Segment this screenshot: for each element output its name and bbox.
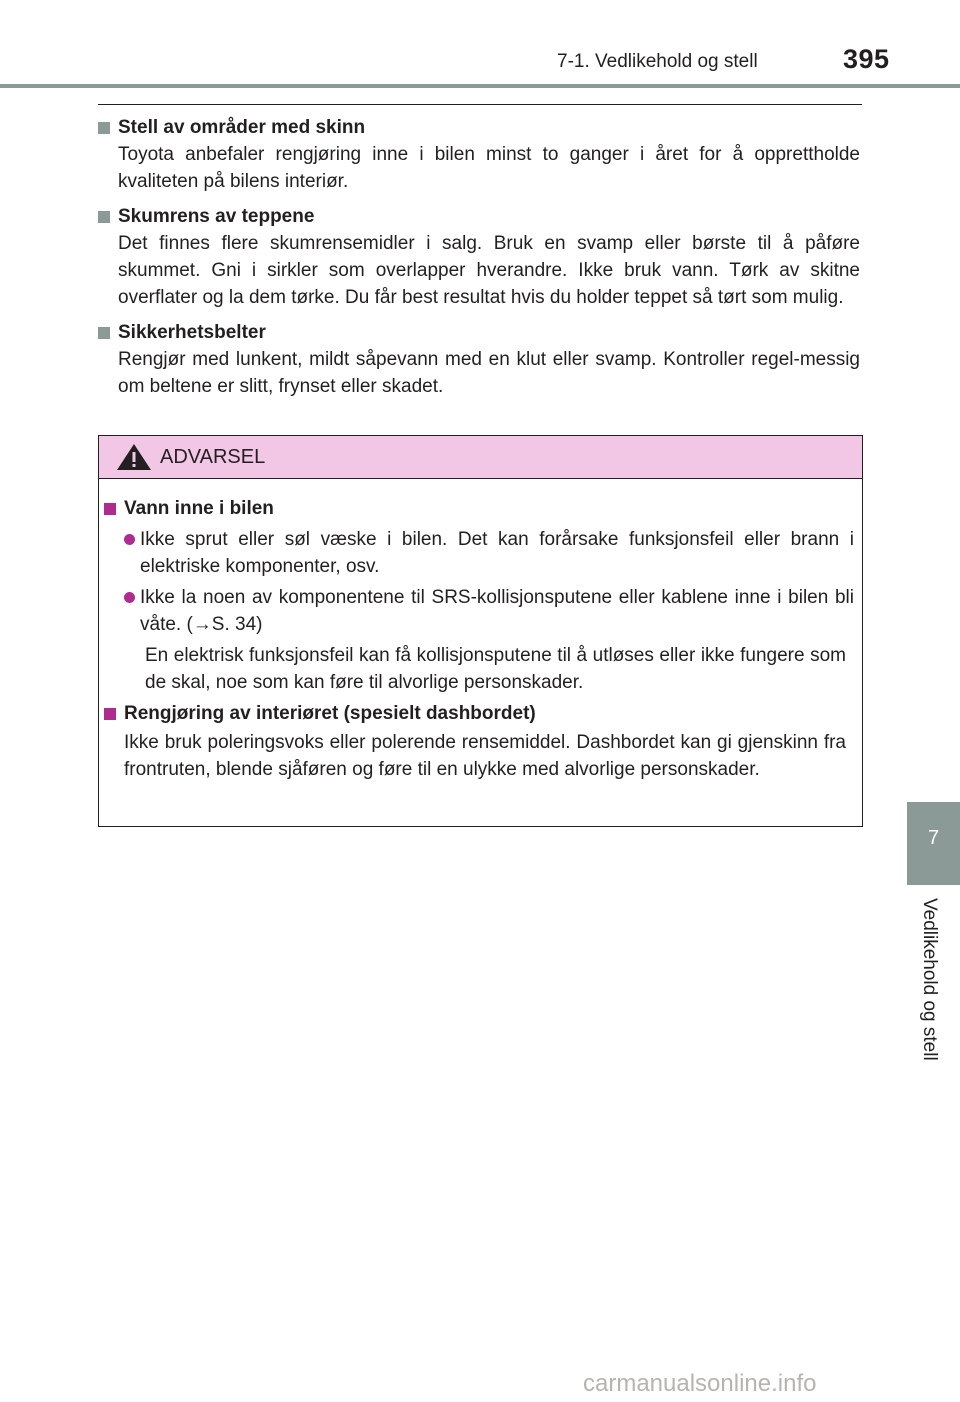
warning-item-text: Ikke la noen av komponentene til SRS-kollisjonsputene eller kablene inne i bilen bli våte. (→S. 34) — [140, 587, 854, 635]
square-bullet-icon — [104, 503, 116, 515]
warning-list-item — [124, 526, 854, 580]
warning-header — [99, 436, 862, 479]
section-heading — [98, 319, 860, 346]
section-seatbelts — [98, 319, 860, 400]
square-bullet-icon — [98, 327, 110, 339]
warning-title: ADVARSEL — [160, 445, 266, 468]
section-heading-text: Stell av områder med skinn — [118, 117, 366, 138]
section-leather — [98, 114, 860, 195]
section-heading — [98, 114, 860, 141]
circle-bullet-icon — [124, 592, 135, 603]
circle-bullet-icon — [124, 534, 135, 545]
header-rule — [0, 84, 960, 88]
warning-subheading — [104, 495, 854, 522]
section-heading — [98, 203, 860, 230]
warning-subheading-text: Vann inne i bilen — [124, 498, 274, 519]
section-heading-text: Skumrens av teppene — [118, 206, 315, 227]
watermark: carmanualsonline.info — [583, 1370, 817, 1397]
section-heading-text: Sikkerhetsbelter — [118, 322, 266, 343]
chapter-side-label-text: Vedlikehold og stell — [919, 898, 940, 1061]
content-top-rule — [98, 104, 862, 105]
chapter-number: 7 — [927, 827, 940, 849]
warning-subheading-text: Rengjøring av interiøret (spesielt dashbordet) — [124, 703, 536, 724]
page-number: 395 — [843, 44, 890, 74]
warning-triangle-icon — [116, 443, 152, 471]
warning-subheading — [104, 700, 854, 727]
warning-note: En elektrisk funksjonsfeil kan få kollisjonsputene til å utløses eller ikke fungere som de skal, noe som kan føre til alvorlige personskader. — [145, 645, 846, 693]
chapter-side-label — [916, 898, 942, 1078]
warning-box — [98, 435, 863, 827]
section-body: Toyota anbefaler rengjøring inne i bilen minst to ganger i året for å opprettholde kvaliteten på bilens interiør. — [118, 144, 860, 192]
section-carpet — [98, 203, 860, 311]
warning-body — [99, 479, 862, 783]
warning-list-item — [124, 584, 854, 638]
warning-item-text: Ikke sprut eller søl væske i bilen. Det kan forårsake funksjonsfeil eller brann i elektriske komponenter, osv. — [140, 529, 854, 577]
section-body: Det finnes flere skumrensemidler i salg. Bruk en svamp eller børste til å påføre skummet. Gni i sirkler som overlapper hverandre. Ikke bruk vann. Tørk av skitne overflater og la dem tørke. Du får best resultat hvis du holder teppet så tørt som mulig. — [118, 233, 860, 308]
running-header-section: 7-1. Vedlikehold og stell — [557, 51, 758, 72]
square-bullet-icon — [98, 211, 110, 223]
section-body: Rengjør med lunkent, mildt såpevann med en klut eller svamp. Kontroller regel-messig om beltene er slitt, frynset eller skadet. — [118, 349, 860, 397]
warning-body-text: Ikke bruk poleringsvoks eller polerende rensemiddel. Dashbordet kan gi gjenskinn fra frontruten, blende sjåføren og føre til en ulykke med alvorlige personskader. — [124, 732, 846, 780]
main-content — [98, 114, 860, 408]
chapter-tab — [907, 802, 960, 885]
square-bullet-icon — [98, 122, 110, 134]
square-bullet-icon — [104, 708, 116, 720]
